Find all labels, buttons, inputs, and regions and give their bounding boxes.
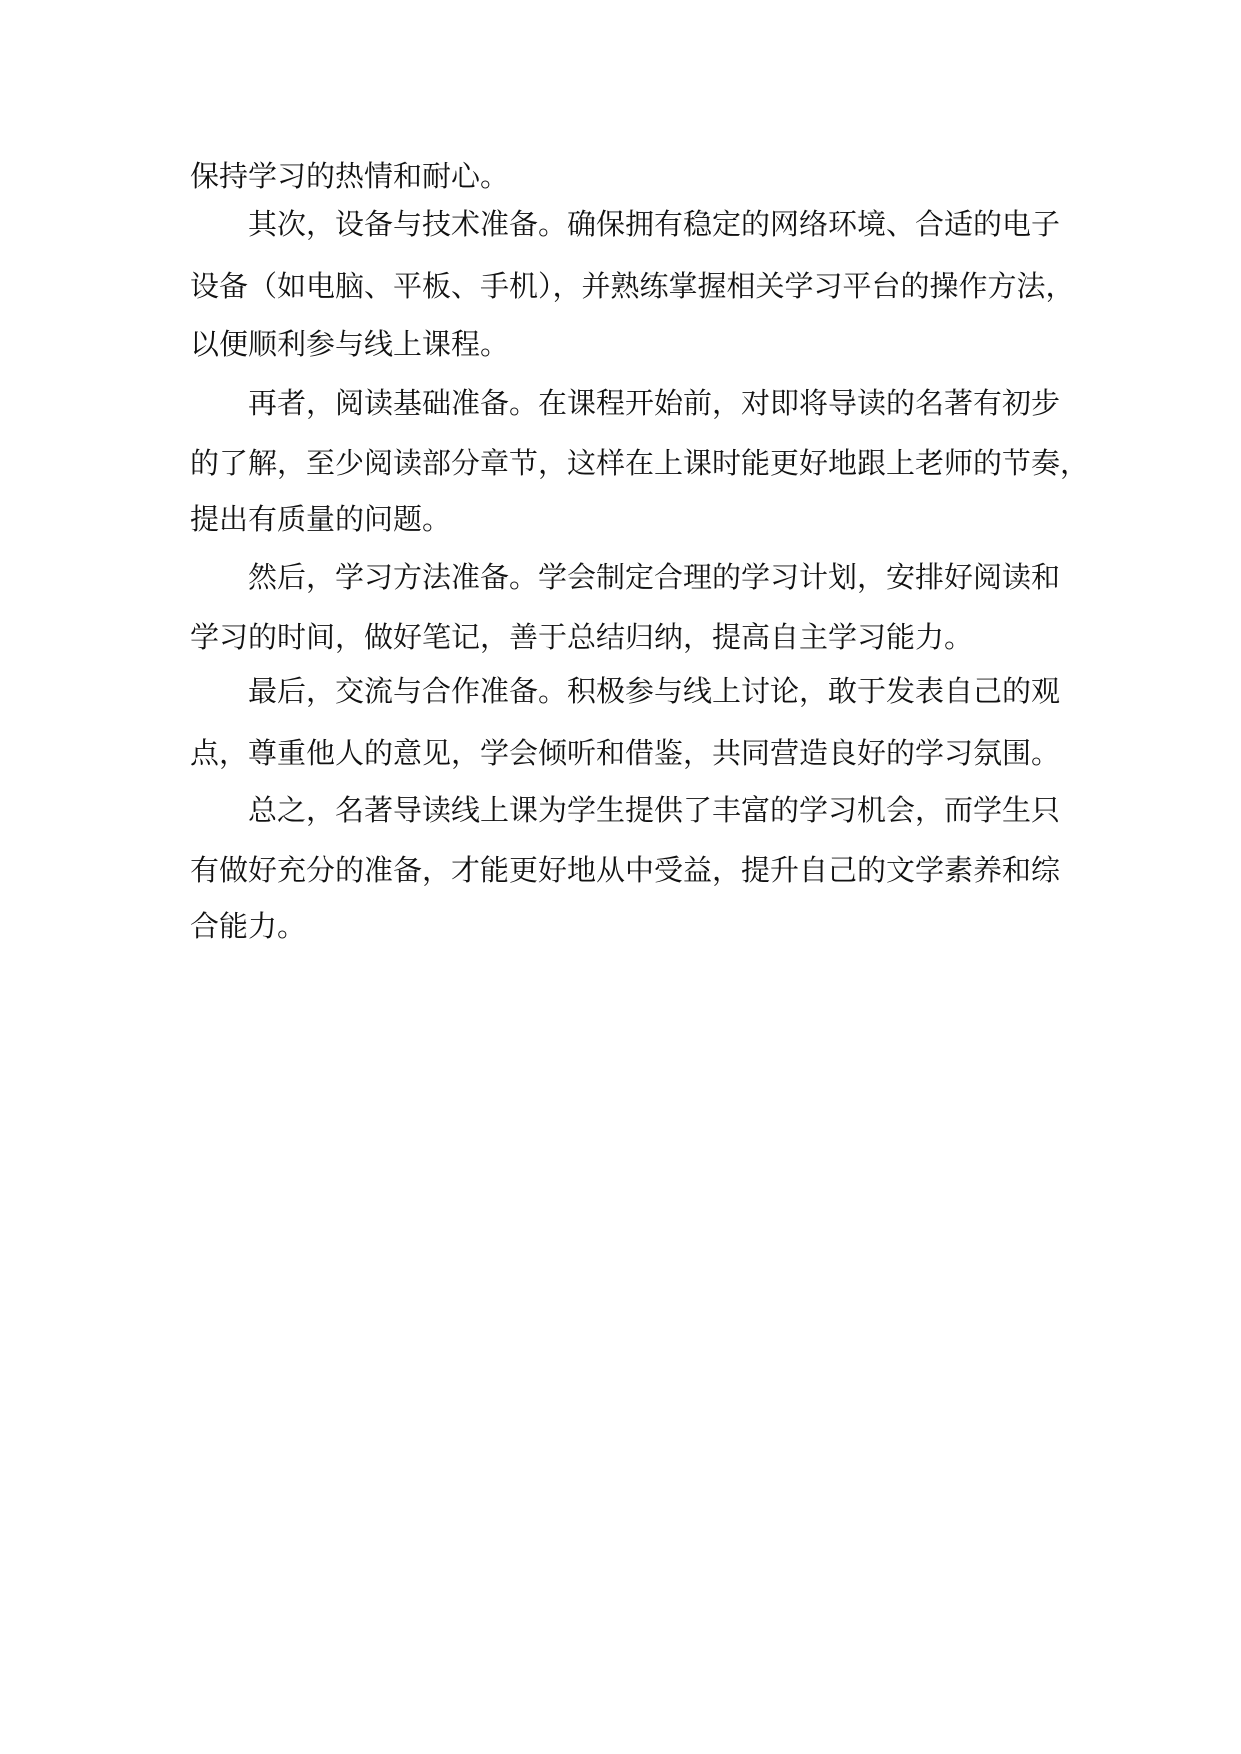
text-line: 保持学习的热情和耐心。 — [190, 159, 510, 193]
text-line: 合能力。 — [190, 909, 307, 943]
text-line: 有做好充分的准备，才能更好地从中受益，提升自己的文学素养和综 — [190, 853, 1061, 887]
paragraph-first-line: 最后，交流与合作准备。积极参与线上讨论，敢于发表自己的观 — [248, 674, 1061, 708]
paragraph-first-line: 总之，名著导读线上课为学生提供了丰富的学习机会，而学生只 — [248, 793, 1061, 827]
text-line: 以便顺利参与线上课程。 — [190, 327, 510, 361]
text-line: 点，尊重他人的意见，学会倾听和借鉴，共同营造良好的学习氛围。 — [190, 736, 1061, 770]
text-line: 学习的时间，做好笔记，善于总结归纳，提高自主学习能力。 — [190, 620, 974, 654]
text-line: 的了解，至少阅读部分章节，这样在上课时能更好地跟上老师的节奏， — [190, 446, 1090, 480]
text-line: 提出有质量的问题。 — [190, 502, 452, 536]
paragraph-first-line: 然后，学习方法准备。学会制定合理的学习计划，安排好阅读和 — [248, 560, 1061, 594]
paragraph-first-line: 其次，设备与技术准备。确保拥有稳定的网络环境、合适的电子 — [248, 207, 1061, 241]
paragraph-first-line: 再者，阅读基础准备。在课程开始前，对即将导读的名著有初步 — [248, 386, 1061, 420]
text-line: 设备（如电脑、平板、手机），并熟练掌握相关学习平台的操作方法， — [190, 269, 1075, 303]
